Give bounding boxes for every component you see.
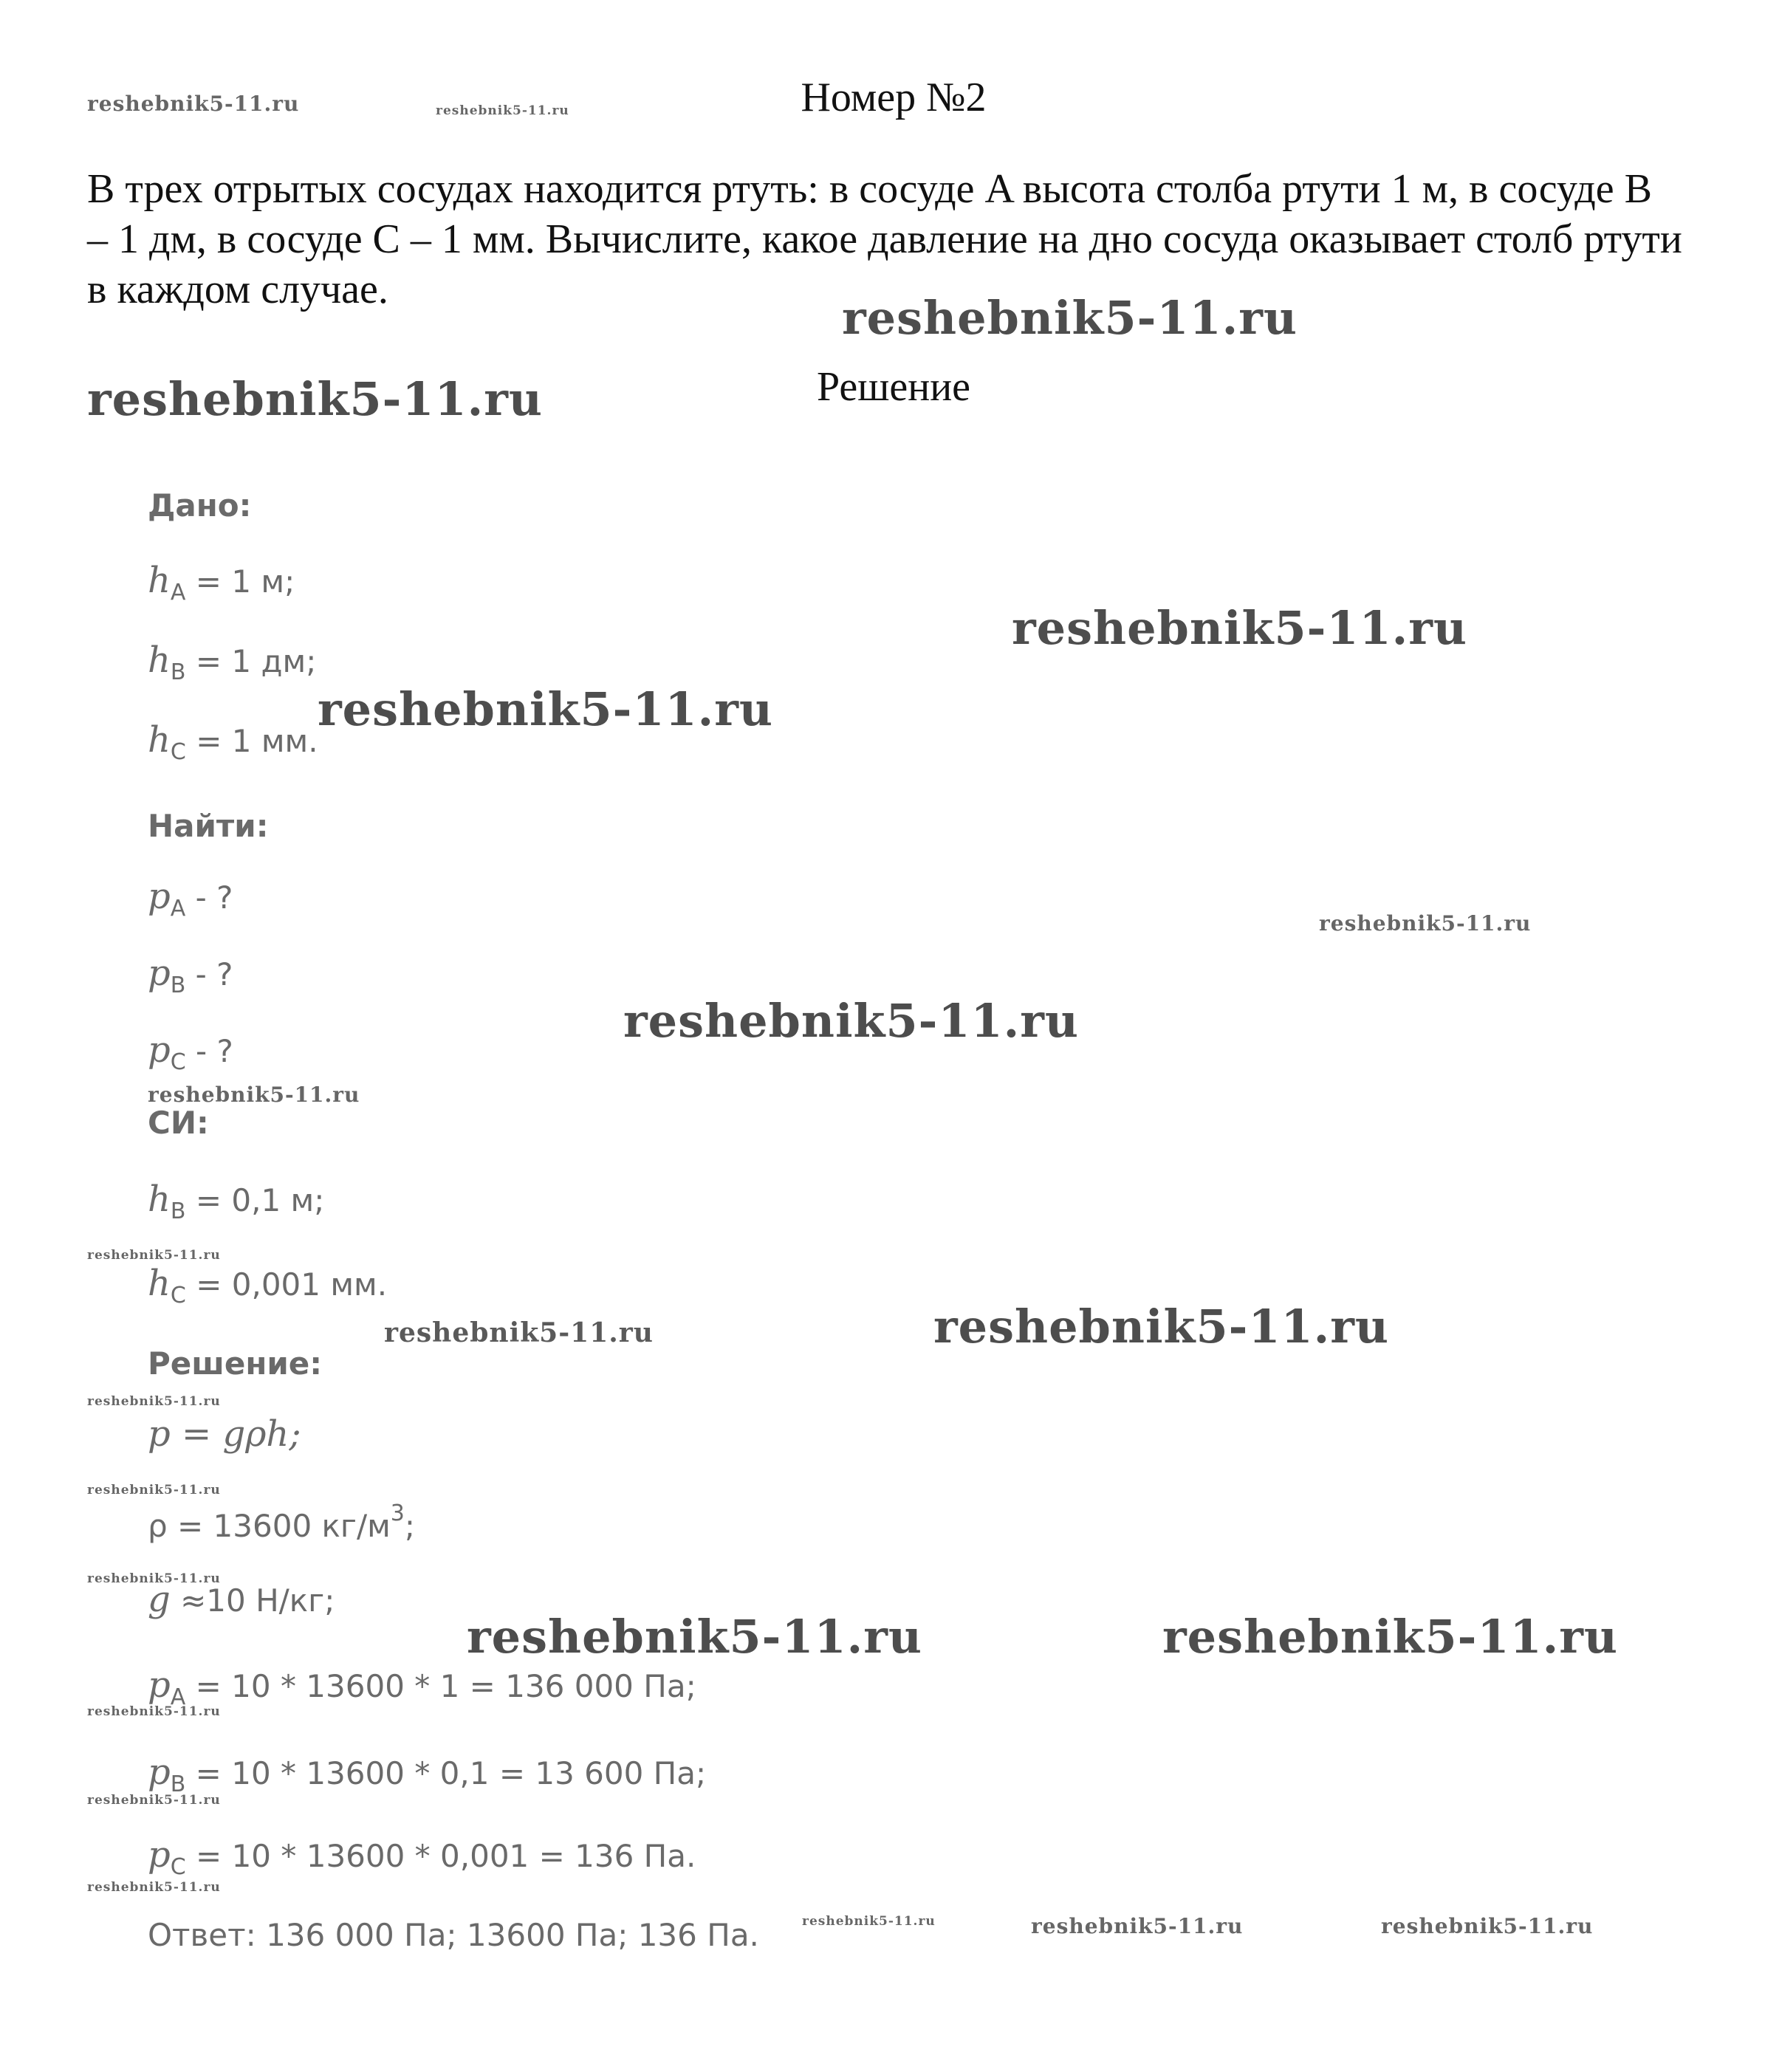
calc-line-b: $p_B = 10 * 13600 * 0,1 = 13$ 600 Па; xyxy=(148,1752,707,1797)
watermark: reshebnik5-11.ru xyxy=(87,1880,221,1895)
watermark: reshebnik5-11.ru xyxy=(87,1248,221,1263)
watermark: reshebnik5-11.ru xyxy=(87,1793,221,1808)
watermark: reshebnik5-11.ru xyxy=(87,1704,221,1719)
rho-line: ρ = 13600 $кг/м^3$; xyxy=(148,1500,416,1544)
formula-line: p = gρh; xyxy=(148,1413,301,1455)
watermark: reshebnik5-11.ru xyxy=(933,1300,1389,1354)
calc-line-a: $p_A = 10 * 13600 * 1 = 136$ 000 Па; xyxy=(148,1664,696,1710)
watermark: reshebnik5-11.ru xyxy=(1031,1914,1244,1938)
watermark: reshebnik5-11.ru xyxy=(384,1317,654,1348)
watermark: reshebnik5-11.ru xyxy=(1012,601,1467,655)
problem-text: В трех отрытых сосудах находится ртуть: в сосуде A высота столба ртути 1 м, в сосуде B – 1 дм, в сосуде C – 1 мм. Вычислите, какое давление на дно сосуда оказывает столб ртути в каждом случае. xyxy=(87,166,1682,312)
answer-line: Ответ: 136 000 Па; 13600 Па; 136 Па. xyxy=(148,1917,759,1953)
watermark: reshebnik5-11.ru xyxy=(1162,1610,1618,1664)
watermark: reshebnik5-11.ru xyxy=(842,291,1298,345)
si-label: СИ: xyxy=(148,1105,209,1141)
given-line-c: $h_C = 1$ мм. xyxy=(148,719,318,765)
page-title: Номер №2 xyxy=(801,75,987,120)
find-line-a: $p_A$ - ? xyxy=(148,876,233,922)
solution-label: Решение: xyxy=(148,1345,323,1382)
given-label: Дано: xyxy=(148,487,252,524)
watermark: reshebnik5-11.ru xyxy=(87,372,543,426)
find-label: Найти: xyxy=(148,808,269,844)
watermark: reshebnik5-11.ru xyxy=(318,682,773,736)
given-line-a: $h_A = 1$ м; xyxy=(148,560,295,606)
find-line-b: $p_B$ - ? xyxy=(148,953,233,998)
watermark: reshebnik5-11.ru xyxy=(467,1610,922,1664)
solution-heading: Решение xyxy=(816,364,971,410)
si-line-c: $h_C = 0,001$ мм. xyxy=(148,1263,388,1308)
watermark: reshebnik5-11.ru xyxy=(436,103,569,118)
watermark: reshebnik5-11.ru xyxy=(623,994,1079,1048)
given-line-b: $h_B = 1$ дм; xyxy=(148,639,317,685)
watermark: reshebnik5-11.ru xyxy=(1381,1914,1594,1938)
find-line-c: $p_C$ - ? xyxy=(148,1029,233,1075)
calc-line-c: $p_C = 10 * 13600 * 0,001 = 136$ Па. xyxy=(148,1834,696,1880)
watermark: reshebnik5-11.ru xyxy=(802,1914,936,1929)
watermark: reshebnik5-11.ru xyxy=(87,92,300,116)
watermark: reshebnik5-11.ru xyxy=(87,1394,221,1409)
watermark: reshebnik5-11.ru xyxy=(148,1083,360,1107)
watermark: reshebnik5-11.ru xyxy=(87,1483,221,1498)
watermark: reshebnik5-11.ru xyxy=(1319,911,1532,936)
watermark: reshebnik5-11.ru xyxy=(87,1571,221,1586)
g-line: g ≈10 Н/кг; xyxy=(148,1579,335,1620)
si-line-b: $h_B = 0,1$ м; xyxy=(148,1179,325,1224)
